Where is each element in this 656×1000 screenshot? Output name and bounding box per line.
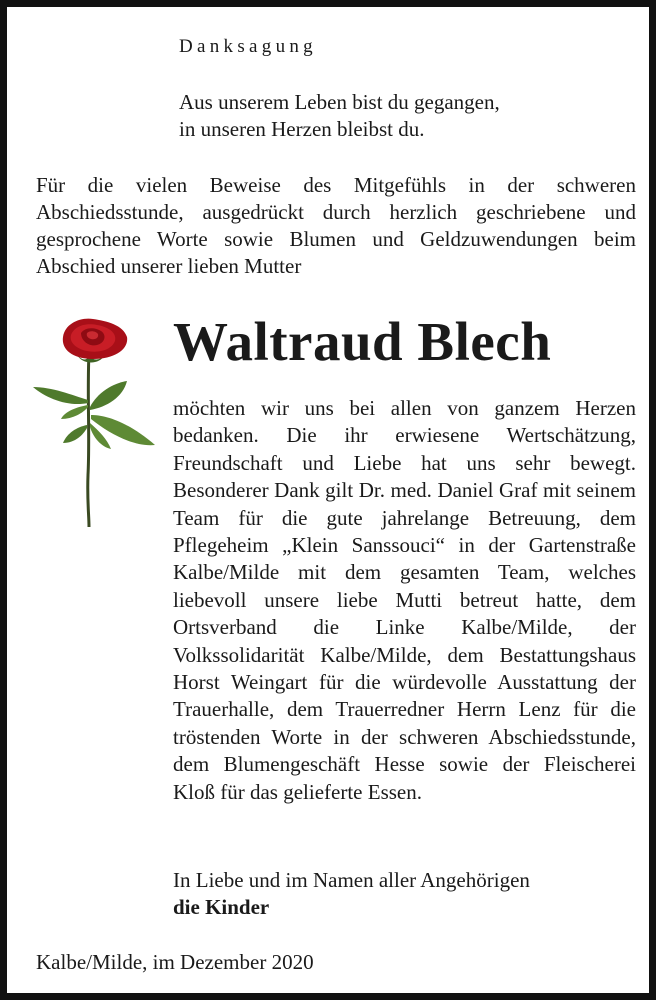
closing-block (173, 867, 530, 921)
verse-line-2: in unseren Herzen bleibst du. (179, 117, 425, 141)
memorial-verse (179, 89, 500, 143)
thanks-paragraph: möchten wir uns bei allen von ganzem Herzen bedanken. Die ihr erwiesene Wertschätzung, Freundschaft und Liebe hat uns sehr bewegt. Besonderer Dank gilt Dr. med. Daniel Graf mit seinem Team für die gute jahrelange Betreuung, dem Pflegeheim „Klein Sanssouci“ in der Gartenstraße Kalbe/Milde mit dem gesamten Team, welches liebevoll unsere liebe Mutti betreut hatte, dem Ortsverband die Linke Kalbe/Milde, der Volkssolidarität Kalbe/Milde, dem Bestattungshaus Horst Weingart für die würdevolle Ausstattung der Trauerhalle, dem Trauerredner Herrn Lenz für die tröstenden Worte in der schweren Abschiedsstunde, dem Blumengeschäft Hesse sowie der Fleischerei Kloß für das gelieferte Essen. (173, 396, 636, 804)
deceased-name: Waltraud Blech (173, 311, 552, 372)
notice-heading: Danksagung (179, 36, 317, 57)
place-date: Kalbe/Milde, im Dezember 2020 (36, 950, 314, 974)
closing-line: In Liebe und im Namen aller Angehörigen (173, 868, 530, 892)
intro-paragraph: Für die vielen Beweise des Mitgefühls in der schweren Abschiedsstunde, ausgedrückt durch herzlich geschriebene und gesprochene Worte sowie Blumen und Geldzuwendungen beim Abschied unserer lieben Mutter (36, 173, 636, 278)
red-rose-icon (27, 315, 162, 530)
signature: die Kinder (173, 895, 270, 919)
verse-line-1: Aus unserem Leben bist du gegangen, (179, 90, 500, 114)
